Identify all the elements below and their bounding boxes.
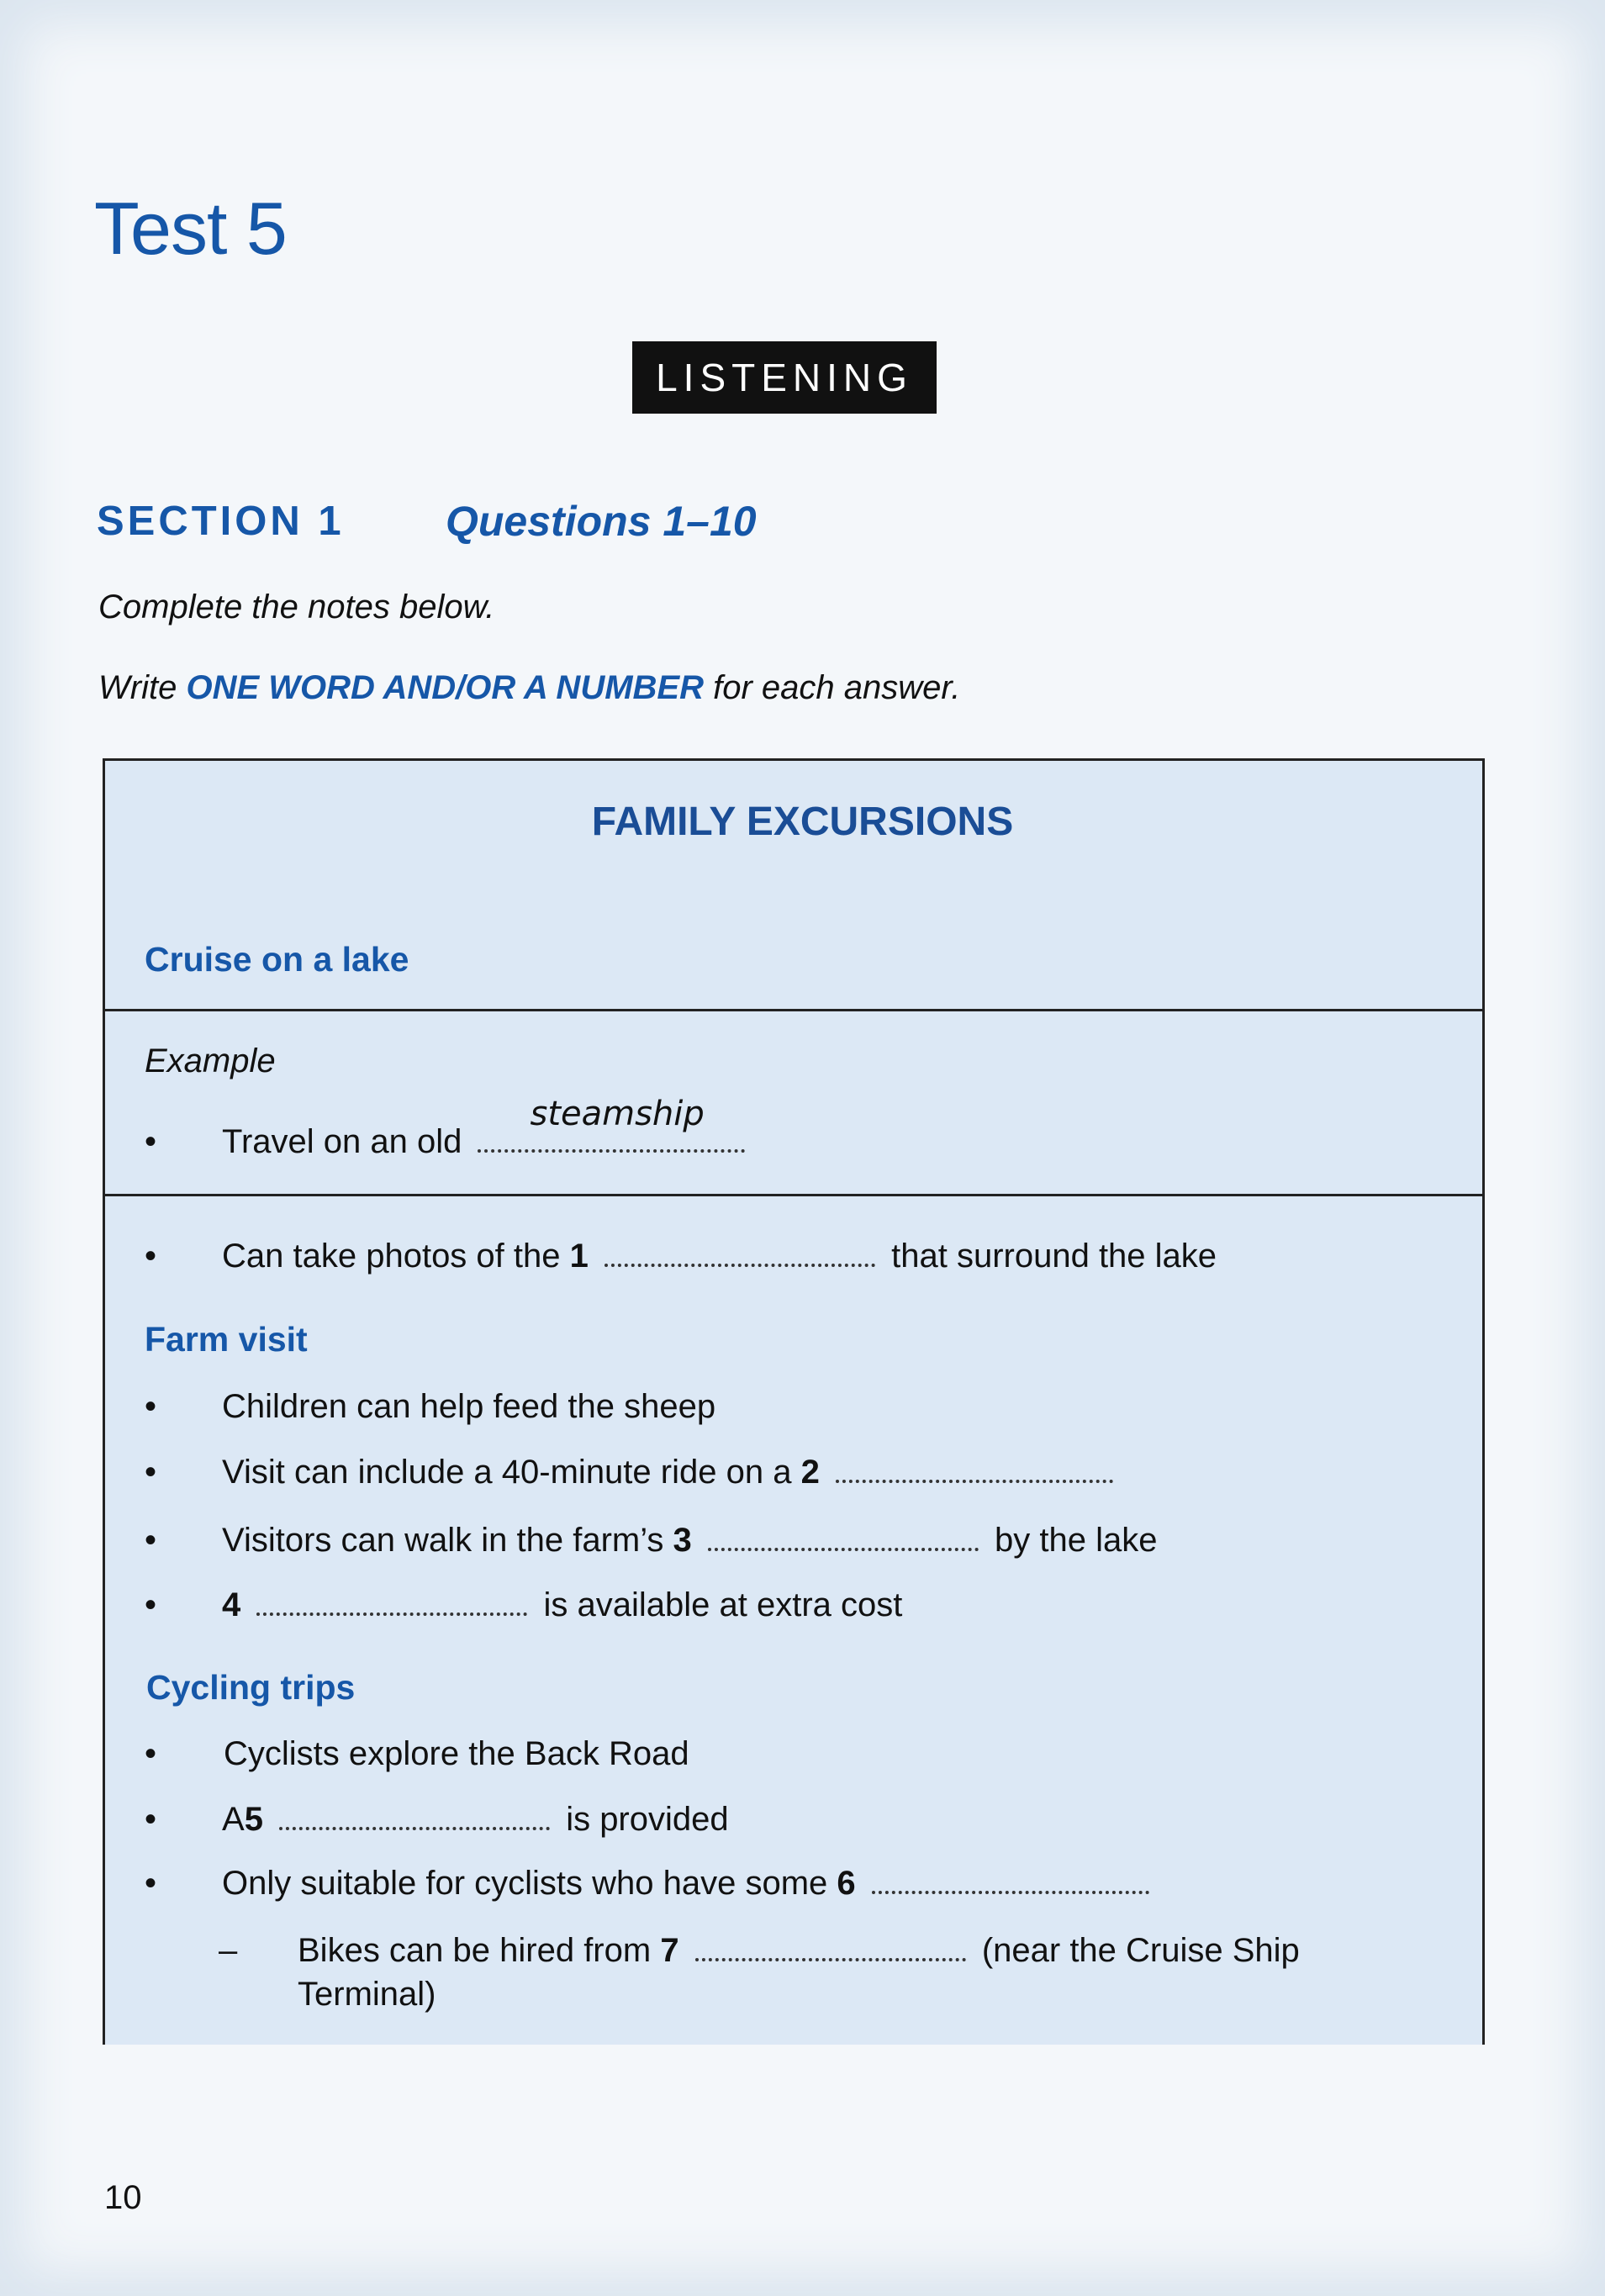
question-2-item [222, 1454, 1120, 1491]
q7-post-text: (near the Cruise Ship [981, 1932, 1300, 1969]
example-label: Example [145, 1042, 276, 1079]
cycling-item-1: Cyclists explore the Back Road [224, 1735, 689, 1772]
answer-blank-3[interactable] [708, 1547, 979, 1551]
bullet-icon: • [145, 1123, 157, 1160]
dash-icon: – [219, 1932, 238, 1969]
example-text: Travel on an old [222, 1123, 462, 1160]
instruction-emphasis: ONE WORD AND/OR A NUMBER [186, 669, 704, 706]
answer-blank-7[interactable] [695, 1957, 966, 1961]
heading-farm: Farm visit [145, 1320, 308, 1359]
divider-example [103, 1194, 1485, 1196]
instruction-post: for each answer. [713, 669, 961, 706]
page-number: 10 [104, 2179, 142, 2216]
example-item [222, 1095, 752, 1161]
q1-number: 1 [569, 1238, 589, 1275]
heading-cruise: Cruise on a lake [145, 940, 409, 979]
answer-line [478, 1148, 745, 1153]
example-answer: steamship [530, 1095, 705, 1133]
instruction-pre: Write [98, 669, 177, 706]
questions-label: Questions 1–10 [446, 498, 757, 545]
answer-blank-4[interactable] [256, 1612, 527, 1616]
bullet-icon: • [145, 1586, 157, 1623]
q5-number: 5 [244, 1801, 263, 1838]
answer-blank-1[interactable] [605, 1263, 875, 1267]
q6-text: Only suitable for cyclists who have some [222, 1865, 828, 1902]
q1-post-text: that surround the lake [891, 1238, 1217, 1275]
question-5-item [222, 1801, 729, 1839]
notes-title: FAMILY EXCURSIONS [591, 800, 1014, 844]
bullet-icon: • [145, 1522, 157, 1559]
q7-text: Bikes can be hired from [298, 1932, 652, 1969]
q4-post-text: is available at extra cost [543, 1586, 903, 1623]
bullet-icon: • [145, 1388, 157, 1425]
answer-blank-2[interactable] [836, 1479, 1113, 1483]
bullet-icon: • [145, 1238, 157, 1275]
answer-blank-6[interactable] [872, 1890, 1149, 1894]
section-label: SECTION 1 [97, 499, 345, 544]
question-3-item [222, 1522, 1157, 1560]
q3-number: 3 [673, 1522, 692, 1559]
question-1-item [222, 1238, 1217, 1275]
q2-text: Visit can include a 40-minute ride on a [222, 1454, 792, 1491]
q5-text: A [222, 1801, 245, 1838]
divider-top [103, 1009, 1485, 1011]
listening-badge: LISTENING [632, 341, 937, 414]
q1-text: Can take photos of the [222, 1238, 561, 1275]
q5-post-text: is provided [566, 1801, 729, 1838]
farm-item-1: Children can help feed the sheep [222, 1388, 716, 1425]
bullet-icon: • [145, 1735, 157, 1772]
bullet-icon: • [145, 1865, 157, 1902]
question-7-item [298, 1932, 1300, 1970]
q6-number: 6 [837, 1865, 856, 1902]
question-6-item [222, 1865, 1156, 1903]
q3-post-text: by the lake [995, 1522, 1158, 1559]
bullet-icon: • [145, 1454, 157, 1491]
question-4-item [222, 1586, 902, 1624]
instruction-line-1: Complete the notes below. [98, 589, 495, 625]
answer-blank-5[interactable] [279, 1826, 550, 1830]
q7-number: 7 [660, 1932, 679, 1969]
test-title: Test 5 [94, 187, 287, 270]
q7-post-text-line-2: Terminal) [298, 1976, 436, 2013]
instruction-line-2 [98, 669, 960, 707]
q2-number: 2 [800, 1454, 820, 1491]
bullet-icon: • [145, 1801, 157, 1838]
q4-number: 4 [222, 1586, 241, 1623]
q3-text: Visitors can walk in the farm’s [222, 1522, 664, 1559]
heading-cycling: Cycling trips [146, 1668, 356, 1707]
